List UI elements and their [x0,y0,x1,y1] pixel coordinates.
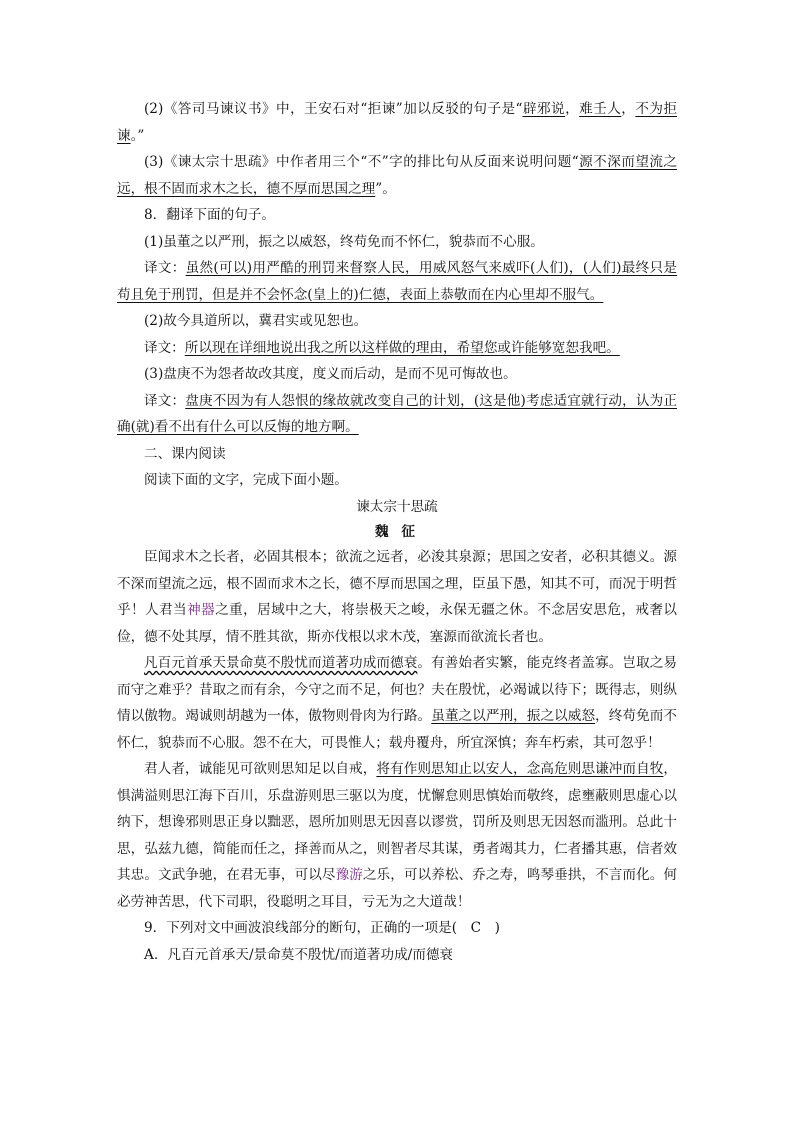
translation-label: 译文： [144,260,186,276]
instruction: 阅读下面的文字，完成下面小题。 [144,472,348,488]
highlighted-word: 豫游 [335,867,363,883]
q8-translation-2 [117,335,677,362]
q8-translation-3 [117,388,677,441]
answer-underlined: 源不深而望流之远，根不固而求木之长，德不厚而思国之理 [117,154,677,197]
underlined-text: 将有作则思知止以安人，念高危则思谦冲而自牧 [376,761,664,777]
q9-option-a: A．凡百元首承天/景命莫不殷忧/而道著功成/而德衰 [144,946,454,963]
translation-label: 译文： [144,339,185,356]
answer-underlined: 不为拒谏 [117,101,678,144]
essay-title: 谏太宗十思疏 [356,498,438,515]
q8-sentence-2: (2)故今具道所以，冀君实或见恕也。 [144,313,368,329]
text: 君人者，诚能见可欲则思知足以自戒， [144,761,377,777]
text: 。有善始者实繁，能克终者盖寡。岂取之易而守之难乎？昔取之而有余，今守之而不足，何也？夫在殷忧，必竭诚以待下；既得志，则纵情以傲物。竭诚则胡越为一体，傲物则骨肉为行路。 [117,655,678,724]
q8-sentence-1: (1)虽董之以严刑，振之以威怒，终苟免而不怀仁，貌恭而不心服。 [144,233,544,250]
text: 之重，居域中之大，将崇极天之峻，永保无疆之休。不念居安思危，戒奢以俭，德不处其厚，情不胜其欲，斯亦伐根以求木茂，塞源而欲流长者也。 [117,602,678,645]
q8-translation-1 [117,255,677,308]
text: ”。 [375,180,396,197]
essay-paragraph-3 [117,756,677,915]
text: (3)《谏太宗十思疏》中作者用三个“不”字的排比句从反面来说明问题“ [144,154,579,170]
translation-label: 译文： [144,392,186,409]
essay-paragraph-1 [117,544,677,650]
text: ， [565,101,580,117]
translation-answer: 虽然(可以)用严酷的刑罚来督察人民，用威风怒气来威吓(人们)，(人们)最终只是苟且免于刑罚，但是并不会怀念(皇上的)仁德，表面上恭敬而在内心里却不服气。 [117,260,678,303]
text: 之乐，可以养松、乔之寿，鸣琴垂拱，不言而化。何必劳神苦思，代下司职，役聪明之耳目，亏无为之大道哉！ [117,867,678,910]
text: ，惧满溢则思江海下百川，乐盘游则思三驱以为度，忧懈怠则思慎始而敬终，虑壅蔽则思虚心以纳下，想谗邪则思正身以黜恶，恩所加则思无因喜以谬赏，罚所及则思无因怒而滥刑。总此十思，弘兹九德，简能而任之，择善而从之，则智者尽其谋，勇者竭其力，仁者播其惠，信者效其忠。文武争驰，在君无事，可以尽 [117,761,678,883]
answer-underlined: 辟邪说 [522,101,566,117]
text: 。” [130,127,145,144]
section-heading: 二、课内阅读 [144,445,226,462]
q8-sentence-3: (3)盘庚不为怨者故改其度，度义而后动，是而不见可悔故也。 [144,366,517,382]
text: 臣闻求木之长者，必固其根本；欲流之远者，必浚其泉源；思国之安者，必积其德义。源不深而望流之远，根不固而求木之长，德不厚而思国之理，臣虽下愚，知其不可，而况于明哲乎！人君当 [117,549,677,618]
highlighted-word: 神器 [187,602,216,618]
document-page [117,96,677,968]
wavy-underlined-text: 凡百元首承天景命莫不殷忧而道著功成而德衰 [144,655,418,671]
text: ， [621,101,636,117]
text: (2)《答司马谏议书》中，王安石对“拒谏”加以反驳的句子是“ [144,101,523,117]
essay-paragraph-2 [117,650,677,756]
q2-line [117,96,677,149]
translation-answer: 所以现在详细地说出我之所以这样做的理由，希望您或许能够宽恕我吧。 [184,339,620,356]
q3-line [117,149,677,202]
q9-stem: 9．下列对文中画波浪线部分的断句，正确的一项是( C ) [144,920,500,936]
essay-author: 魏 征 [375,524,419,540]
underlined-text: 虽董之以严刑，振之以威怒 [431,708,596,724]
q8-title: 8．翻译下面的句子。 [144,207,275,223]
answer-underlined: 难壬人 [579,101,622,117]
translation-answer: 盘庚不因为有人怨恨的缘故就改变自己的计划，(这是他)考虑适宜就行动，认为正确(就)看不出有什么可以反悔的地方啊。 [117,392,677,435]
text: ，终苟免而不怀仁，貌恭而不心服。怨不在大，可畏惟人；载舟覆舟，所宜深慎；奔车朽索，其可忽乎！ [117,708,678,751]
